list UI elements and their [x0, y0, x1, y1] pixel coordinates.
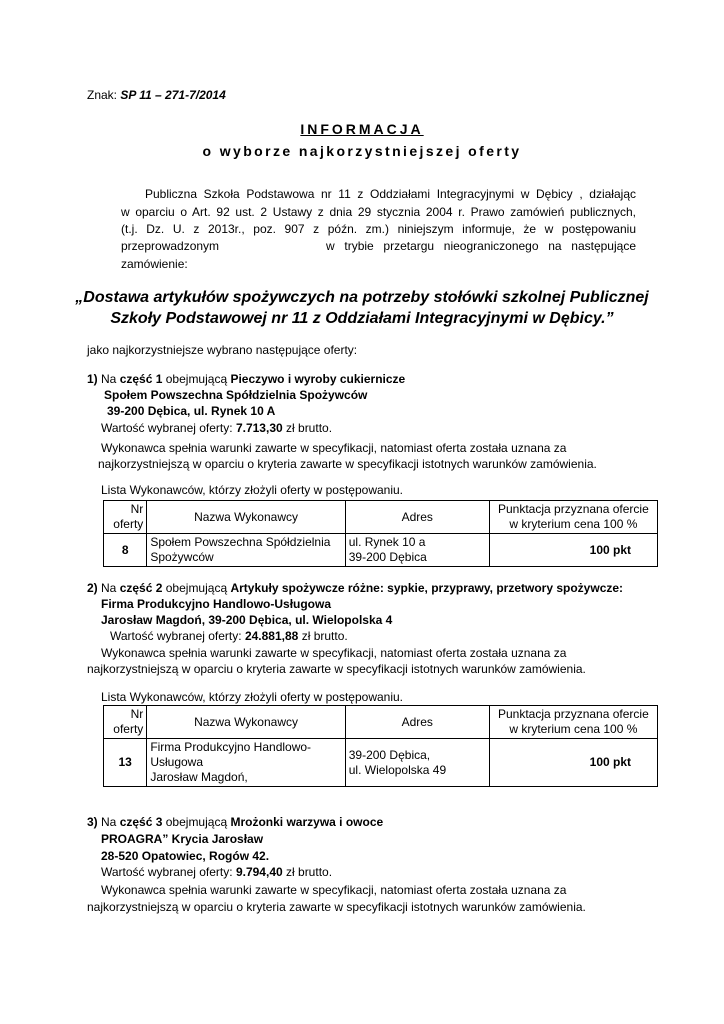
- part-1-justification-2: najkorzystniejszą w oparciu o kryteria zawarte w specyfikacji istotnych warunków zamówienia.: [98, 457, 597, 471]
- row-score: 100 pkt: [489, 534, 657, 567]
- table-row: [104, 739, 658, 787]
- part-2-list-caption: Lista Wykonawców, którzy złożyli oferty w postępowaniu.: [101, 690, 404, 704]
- intro-line-4b: w trybie przetargu nieograniczonego na następujące: [326, 239, 636, 253]
- row-name-3: Jarosław Magdoń,: [150, 770, 248, 784]
- row-nr: 8: [104, 534, 147, 567]
- part-na: Na: [101, 372, 117, 386]
- part-name: Mrożonki warzywa i owoce: [230, 815, 384, 829]
- part-3-contractor-line-1: PROAGRA” Krycia Jarosław: [101, 832, 264, 846]
- row-name-2: Spożywców: [150, 550, 214, 564]
- row-address-2: 39-200 Dębica: [348, 550, 427, 564]
- part-name: Artykuły spożywcze różne: sypkie, przyprawy, przetwory spożywcze:: [230, 581, 624, 595]
- part-1-contractor-line-1: Społem Powszechna Spółdzielnia Spożywców: [104, 388, 368, 402]
- part-covering: obejmującą: [165, 372, 228, 386]
- part-name: Pieczywo i wyroby cukiernicze: [230, 372, 406, 386]
- part-covering: obejmującą: [165, 815, 228, 829]
- value-amount: 9.794,40: [235, 865, 283, 879]
- col-nr: [104, 501, 147, 534]
- table-row: [104, 534, 658, 567]
- part-1-contractor-line-2: 39-200 Dębica, ul. Rynek 10 A: [107, 404, 276, 418]
- row-address-1: ul. Rynek 10 a: [348, 535, 426, 549]
- intro-line-4a: przeprowadzonym: [121, 239, 220, 253]
- part-1-justification-1: Wykonawca spełnia warunki zawarte w specyfikacji, natomiast oferta została uznana za: [101, 441, 567, 455]
- intro-line-3: (t.j. Dz. U. z 2013r., poz. 907 z późn. zm.) niniejszym informuje, że w postępowaniu: [121, 222, 636, 236]
- part-2-justification-1: Wykonawca spełnia warunki zawarte w specyfikacji, natomiast oferta została uznana za: [101, 646, 567, 660]
- row-address-1: 39-200 Dębica,: [348, 747, 431, 762]
- value-suffix: zł brutto.: [286, 421, 333, 435]
- document-title: INFORMACJA: [300, 121, 424, 137]
- row-name-1: Firma Produkcyjno Handlowo-: [150, 740, 312, 754]
- value-amount: 7.713,30: [235, 421, 283, 435]
- document-subtitle: o wyborze najkorzystniejszej oferty: [202, 143, 522, 159]
- part-label: część 2: [119, 581, 163, 595]
- part-3-justification-1: Wykonawca spełnia warunki zawarte w specyfikacji, natomiast oferta została uznana za: [101, 883, 567, 897]
- row-address: [345, 534, 489, 567]
- part-3-value: [101, 865, 332, 879]
- part-3-heading: [87, 815, 383, 829]
- part-2-heading: [87, 581, 623, 595]
- row-name-2: Usługowa: [150, 755, 204, 769]
- part-number: 1): [87, 372, 98, 386]
- part-2-table: [103, 705, 658, 787]
- col-address: Adres: [345, 706, 489, 739]
- value-label: Wartość wybranej oferty:: [101, 421, 233, 435]
- part-3-justification-2: najkorzystniejszą w oparciu o kryteria zawarte w specyfikacji istotnych warunków zamówienia.: [87, 900, 586, 914]
- intro-line-1: Publiczna Szkoła Podstawowa nr 11 z Oddziałami Integracyjnymi w Dębicy , działając: [145, 187, 636, 201]
- part-label: część 1: [119, 372, 163, 386]
- value-label: Wartość wybranej oferty:: [101, 865, 233, 879]
- row-address-2: ul. Wielopolska 49: [348, 762, 447, 777]
- row-score: 100 pkt: [489, 739, 657, 787]
- part-1-heading: [87, 372, 405, 386]
- col-score-1: Punktacja przyznana ofercie: [498, 707, 649, 721]
- col-name: Nazwa Wykonawcy: [147, 706, 345, 739]
- selected-intro: jako najkorzystniejsze wybrano następujące oferty:: [87, 343, 358, 357]
- value-amount: 24.881,88: [244, 629, 299, 643]
- row-name: [147, 739, 345, 787]
- reference-number: SP 11 – 271-7/2014: [120, 88, 226, 102]
- value-suffix: zł brutto.: [301, 629, 348, 643]
- col-nr-2: oferty: [113, 722, 144, 736]
- value-suffix: zł brutto.: [286, 865, 333, 879]
- row-name-1: Społem Powszechna Spółdzielnia: [150, 535, 331, 549]
- part-na: Na: [101, 581, 117, 595]
- row-nr: 13: [104, 739, 147, 787]
- part-2-value: [110, 629, 348, 643]
- part-number: 3): [87, 815, 98, 829]
- reference-line: [87, 88, 226, 102]
- order-title-line-1: „Dostawa artykułów spożywczych na potrzeby stołówki szkolnej Publicznej: [75, 289, 649, 306]
- part-2-contractor-line-2: Jarosław Magdoń, 39-200 Dębica, ul. Wielopolska 4: [101, 613, 393, 627]
- col-address: Adres: [345, 501, 489, 534]
- row-address: [345, 739, 489, 787]
- part-covering: obejmującą: [165, 581, 228, 595]
- col-nr-2: oferty: [113, 517, 144, 531]
- row-name: [147, 534, 345, 567]
- part-na: Na: [101, 815, 117, 829]
- part-1-table: [103, 500, 658, 567]
- part-3-contractor-line-2: 28-520 Opatowiec, Rogów 42.: [101, 849, 270, 863]
- col-score: [489, 501, 657, 534]
- col-nr: [104, 706, 147, 739]
- part-2-contractor-line-1: Firma Produkcyjno Handlowo-Usługowa: [101, 597, 332, 611]
- part-label: część 3: [119, 815, 163, 829]
- intro-line-2: w oparciu o Art. 92 ust. 2 Ustawy z dnia 29 stycznia 2004 r. Prawo zamówień publicznych,: [121, 205, 636, 219]
- table-header-row: [104, 706, 658, 739]
- intro-line-5: zamówienie:: [121, 257, 188, 271]
- col-score-2: w kryterium cena 100 %: [509, 722, 638, 736]
- col-score: [489, 706, 657, 739]
- order-title-line-2: Szkoły Podstawowej nr 11 z Oddziałami Integracyjnymi w Dębicy.”: [110, 310, 614, 327]
- reference-label: Znak:: [87, 88, 118, 102]
- part-number: 2): [87, 581, 98, 595]
- table-header-row: [104, 501, 658, 534]
- part-1-value: [101, 421, 332, 435]
- part-2-justification-2: najkorzystniejszą w oparciu o kryteria zawarte w specyfikacji istotnych warunków zamówienia.: [87, 662, 586, 676]
- value-label: Wartość wybranej oferty:: [110, 629, 242, 643]
- col-name: Nazwa Wykonawcy: [147, 501, 345, 534]
- part-1-list-caption: Lista Wykonawców, którzy złożyli oferty w postępowaniu.: [101, 483, 404, 497]
- col-nr-1: Nr: [130, 502, 144, 516]
- col-score-1: Punktacja przyznana ofercie: [498, 502, 649, 516]
- col-score-2: w kryterium cena 100 %: [509, 517, 638, 531]
- col-nr-1: Nr: [130, 707, 144, 721]
